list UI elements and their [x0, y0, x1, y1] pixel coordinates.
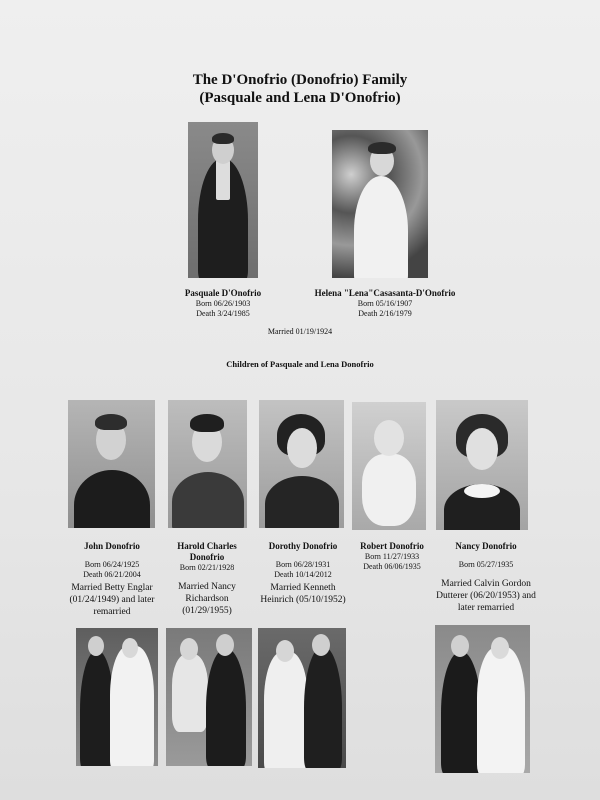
page-title: The D'Onofrio (Donofrio) Family [192, 72, 408, 88]
john-death: Death 06/21/2004 [83, 570, 141, 579]
caption-nancy [434, 541, 538, 614]
dorothy-death: Death 10/14/2012 [274, 570, 332, 579]
photo-lena [332, 130, 428, 278]
robert-born: Born 11/27/1933 [364, 552, 420, 561]
dorothy-married: Married Kenneth Heinrich (05/10/1952) [260, 583, 346, 605]
wedding-photo-john [76, 628, 158, 766]
john-born: Born 06/24/1925 [84, 560, 140, 569]
photo-dorothy [259, 400, 344, 528]
caption-lena [300, 288, 470, 319]
photo-harold [168, 400, 247, 528]
father-born: Born 06/26/1903 [195, 299, 251, 308]
father-death: Death 3/24/1985 [196, 309, 250, 318]
caption-john [62, 541, 162, 618]
caption-dorothy [255, 541, 351, 606]
photo-pasquale [188, 122, 258, 278]
father-name: Pasquale D'Onofrio [184, 288, 262, 298]
robert-death: Death 06/06/1935 [363, 562, 421, 571]
mother-death: Death 2/16/1979 [358, 309, 412, 318]
nancy-married: Married Calvin Gordon Dutterer (06/20/1953) and later remarried [436, 579, 536, 613]
robert-name: Robert Donofrio [360, 541, 424, 551]
children-heading: Children of Pasquale and Lena Donofrio [226, 359, 374, 369]
harold-born: Born 02/21/1928 [179, 563, 235, 572]
nancy-name: Nancy Donofrio [455, 541, 517, 551]
caption-harold [160, 541, 254, 617]
john-name: John Donofrio [84, 541, 140, 551]
john-married: Married Betty Englar (01/24/1949) and later remarried [69, 583, 155, 617]
wedding-photo-nancy [435, 625, 530, 773]
photo-john [68, 400, 155, 528]
wedding-photo-dorothy [258, 628, 346, 768]
photo-robert [352, 402, 426, 530]
caption-robert [354, 541, 430, 572]
photo-nancy [436, 400, 528, 530]
parents-married: Married 01/19/1924 [267, 327, 333, 336]
nancy-born: Born 05/27/1935 [458, 560, 514, 569]
page-subtitle: (Pasquale and Lena D'Onofrio) [199, 90, 401, 106]
dorothy-born: Born 06/28/1931 [275, 560, 331, 569]
dorothy-name: Dorothy Donofrio [268, 541, 338, 551]
caption-pasquale [150, 288, 296, 319]
harold-married: Married Nancy Richardson (01/29/1955) [178, 582, 236, 616]
harold-name: Harold Charles Donofrio [177, 541, 237, 562]
mother-name: Helena "Lena"Casasanta-D'Onofrio [314, 288, 456, 298]
wedding-photo-harold [166, 628, 252, 766]
mother-born: Born 05/16/1907 [357, 299, 413, 308]
